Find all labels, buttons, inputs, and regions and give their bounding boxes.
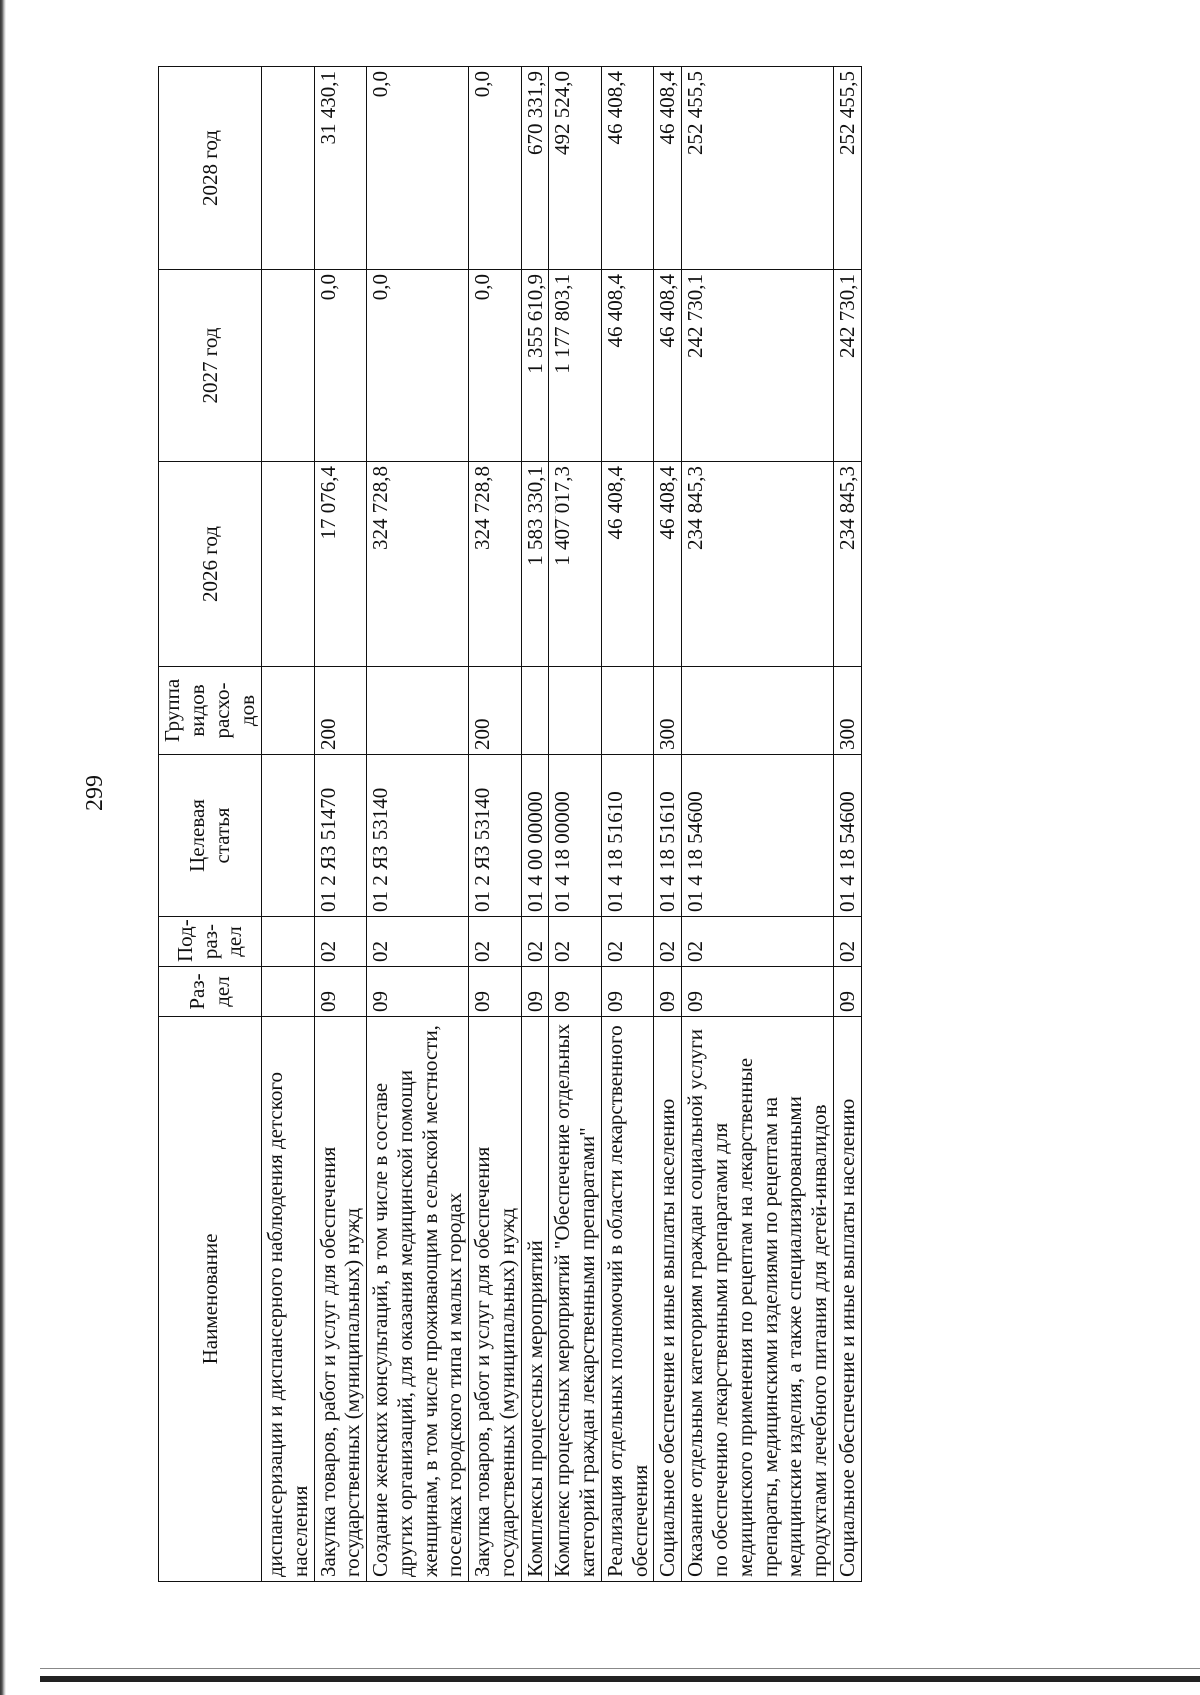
table-row: [601, 67, 654, 1582]
table-row: [521, 67, 549, 1582]
row-2027: 46 408,4: [601, 270, 654, 462]
header-2026: 2026 год: [159, 462, 262, 667]
row-2026: 234 845,3: [833, 462, 861, 667]
row-group: 300: [654, 667, 682, 755]
row-section: 09: [833, 967, 861, 1017]
row-section: [262, 967, 315, 1017]
row-2028: 0,0: [367, 67, 469, 270]
row-target: [262, 755, 315, 917]
header-name: Наименование: [159, 1017, 262, 1582]
row-subsection: 02: [682, 917, 834, 967]
row-section: 09: [549, 967, 602, 1017]
row-group: 200: [314, 667, 367, 755]
row-2028: 670 331,9: [521, 67, 549, 270]
row-2026: 1 407 017,3: [549, 462, 602, 667]
row-2026: 324 728,8: [367, 462, 469, 667]
table-row: [314, 67, 367, 1582]
row-subsection: 02: [314, 917, 367, 967]
table-header-row: [159, 67, 262, 1582]
row-2027: 242 730,1: [682, 270, 834, 462]
row-group: [262, 667, 315, 755]
table-row: [367, 67, 469, 1582]
row-2027: 242 730,1: [833, 270, 861, 462]
row-2028: 252 455,5: [833, 67, 861, 270]
row-name: Комплекс процессных мероприятий "Обеспечение отдельных категорий граждан лекарственными препаратами": [549, 1017, 602, 1582]
row-section: 09: [469, 967, 522, 1017]
page-number: 299: [82, 775, 108, 811]
row-name: Реализация отдельных полномочий в области лекарственного обеспечения: [601, 1017, 654, 1582]
row-2027: 1 177 803,1: [549, 270, 602, 462]
row-target: 01 4 18 54600: [833, 755, 861, 917]
row-subsection: 02: [654, 917, 682, 967]
row-target: 01 2 ЯЗ 53140: [367, 755, 469, 917]
row-name: диспансеризации и диспансерного наблюдения детского населения: [262, 1017, 315, 1582]
table-row: [682, 67, 834, 1582]
row-target: 01 2 ЯЗ 53140: [469, 755, 522, 917]
row-2026: 234 845,3: [682, 462, 834, 667]
row-2027: 0,0: [367, 270, 469, 462]
row-2028: 46 408,4: [601, 67, 654, 270]
row-subsection: 02: [469, 917, 522, 967]
row-group: [682, 667, 834, 755]
row-target: 01 2 ЯЗ 51470: [314, 755, 367, 917]
table-row: [469, 67, 522, 1582]
row-2026: 1 583 330,1: [521, 462, 549, 667]
row-target: 01 4 18 00000: [549, 755, 602, 917]
row-2027: 46 408,4: [654, 270, 682, 462]
row-group: [521, 667, 549, 755]
header-target: Целевая статья: [159, 755, 262, 917]
row-section: 09: [682, 967, 834, 1017]
row-target: 01 4 00 00000: [521, 755, 549, 917]
row-subsection: 02: [521, 917, 549, 967]
row-subsection: 02: [549, 917, 602, 967]
row-name: Социальное обеспечение и иные выплаты населению: [833, 1017, 861, 1582]
row-subsection: 02: [833, 917, 861, 967]
table-row: [549, 67, 602, 1582]
row-group: 200: [469, 667, 522, 755]
row-name: Закупка товаров, работ и услуг для обеспечения государственных (муниципальных) нужд: [469, 1017, 522, 1582]
row-2028: 492 524,0: [549, 67, 602, 270]
row-section: 09: [367, 967, 469, 1017]
row-group: [549, 667, 602, 755]
row-section: 09: [314, 967, 367, 1017]
row-2028: 0,0: [469, 67, 522, 270]
row-2028: [262, 67, 315, 270]
row-name: Оказание отдельным категориям граждан социальной услуги по обеспечению лекарственными препаратами для медицинского применения по рецептам на лекарственные препараты, медицинскими изделиями по рецептам на медицинские изделия, а также специализированными продуктами лечебного питания для детей-инвалидов: [682, 1017, 834, 1582]
row-2026: 17 076,4: [314, 462, 367, 667]
row-group: [367, 667, 469, 755]
row-target: 01 4 18 51610: [601, 755, 654, 917]
table-row: [262, 67, 315, 1582]
row-2026: 46 408,4: [654, 462, 682, 667]
header-subsection: Под- раз- дел: [159, 917, 262, 967]
row-subsection: 02: [601, 917, 654, 967]
header-2028: 2028 год: [159, 67, 262, 270]
row-subsection: [262, 917, 315, 967]
row-2026: [262, 462, 315, 667]
row-2027: 0,0: [314, 270, 367, 462]
row-group: 300: [833, 667, 861, 755]
table-row: [833, 67, 861, 1582]
header-group: Группа видов расхо- дов: [159, 667, 262, 755]
row-2027: [262, 270, 315, 462]
row-2028: 252 455,5: [682, 67, 834, 270]
row-2027: 0,0: [469, 270, 522, 462]
budget-table: [158, 66, 862, 1582]
header-2027: 2027 год: [159, 270, 262, 462]
row-target: 01 4 18 54600: [682, 755, 834, 917]
row-subsection: 02: [367, 917, 469, 967]
row-name: Создание женских консультаций, в том числе в составе других организаций, для оказания медицинской помощи женщинам, в том числе проживающим в сельской местности, поселках городского типа и малых городах: [367, 1017, 469, 1582]
row-2028: 31 430,1: [314, 67, 367, 270]
header-section: Раз- дел: [159, 967, 262, 1017]
row-section: 09: [654, 967, 682, 1017]
row-2027: 1 355 610,9: [521, 270, 549, 462]
row-section: 09: [601, 967, 654, 1017]
row-group: [601, 667, 654, 755]
row-target: 01 4 18 51610: [654, 755, 682, 917]
row-2028: 46 408,4: [654, 67, 682, 270]
row-name: Социальное обеспечение и иные выплаты населению: [654, 1017, 682, 1582]
row-section: 09: [521, 967, 549, 1017]
table-row: [654, 67, 682, 1582]
row-2026: 46 408,4: [601, 462, 654, 667]
row-name: Закупка товаров, работ и услуг для обеспечения государственных (муниципальных) нужд: [314, 1017, 367, 1582]
row-2026: 324 728,8: [469, 462, 522, 667]
row-name: Комплексы процессных мероприятий: [521, 1017, 549, 1582]
